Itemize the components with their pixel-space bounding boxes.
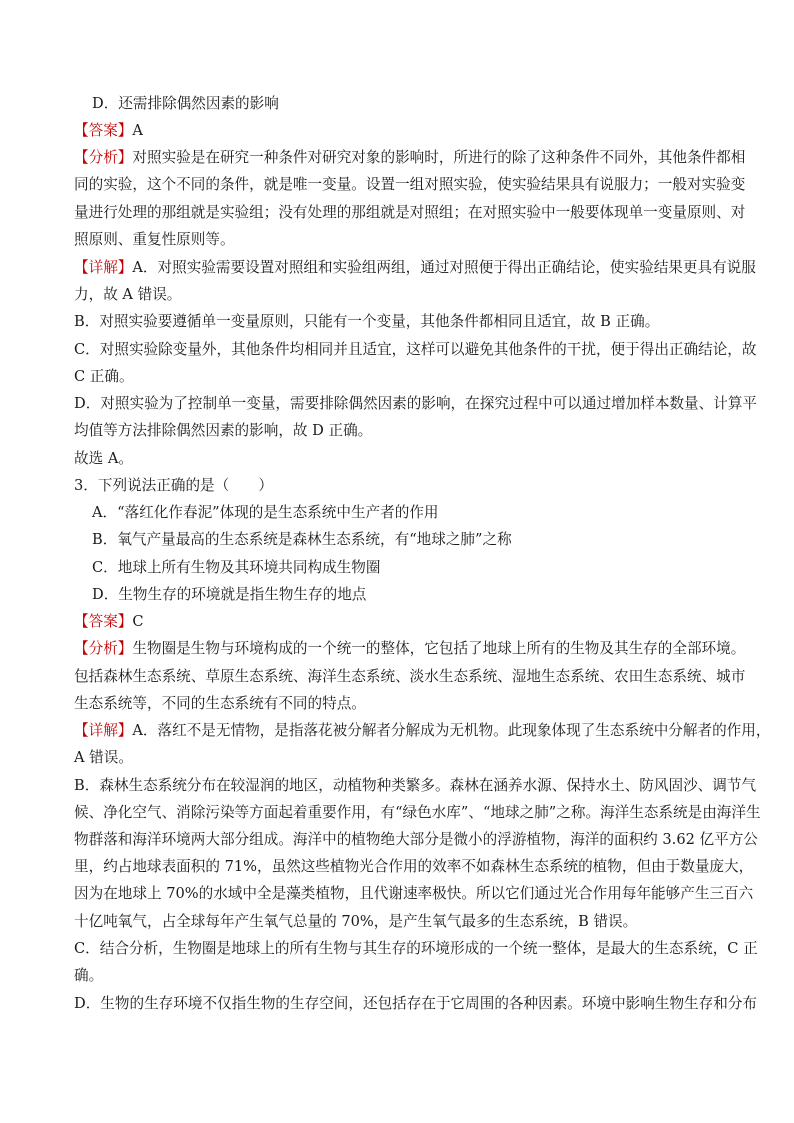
q3-detail-line-7: 因为在地球上 70%的水域中全是藻类植物，且代谢速率极快。所以它们通过光合作用每年能够产生三百六 — [74, 885, 754, 902]
q3-detail-line-10: 确。 — [74, 967, 104, 984]
q3-analysis-line-3: 生态系统等，不同的生态系统有不同的特点。 — [74, 695, 366, 712]
q3-option-d: D．生物生存的环境就是指生物生存的地点 — [92, 586, 367, 603]
q2-analysis-line-3: 量进行处理的那组就是实验组；没有处理的那组就是对照组；在对照实验中一般要体现单一变量原则、对 — [74, 204, 746, 221]
q2-answer — [74, 121, 143, 141]
q3-detail-line-4: 候、净化空气、消除污染等方面起着重要作用，有“绿色水库”、“地球之肺”之称。海洋生态系统是由海洋生 — [74, 804, 761, 821]
q2-detail-line-2: 力，故 A 错误。 — [74, 286, 182, 303]
q2-answer-value: A — [132, 122, 143, 139]
q2-detail-line-4: C．对照实验除变量外，其他条件均相同并且适宜，这样可以避免其他条件的干扰，便于得出正确结论，故 — [74, 341, 757, 358]
q3-answer-tag: 【答案】 — [74, 613, 133, 630]
q3-option-b: B．氧气产量最高的生态系统是森林生态系统，有“地球之肺”之称 — [92, 531, 512, 548]
q3-analysis-line-1: 【分析】生物圈是生物与环境构成的一个统一的整体，它包括了地球上所有的生物及其生存的全部环境。 — [74, 640, 746, 657]
q2-detail-line-7: 均值等方法排除偶然因素的影响，故 D 正确。 — [74, 422, 373, 439]
q3-analysis-tag: 【分析】 — [74, 640, 133, 657]
q3-option-a: A．“落红化作春泥”体现的是生态系统中生产者的作用 — [92, 504, 439, 521]
q2-detail-line-1: 【详解】A．对照实验需要设置对照组和实验组两组，通过对照便于得出正确结论，使实验结果更具有说服 — [74, 259, 756, 276]
q2-detail-line-3: B．对照实验要遵循单一变量原则，只能有一个变量，其他条件都相同且适宜，故 B 正确。 — [74, 313, 660, 330]
q3-analysis-line-2: 包括森林生态系统、草原生态系统、海洋生态系统、淡水生态系统、湿地生态系统、农田生态系统、城市 — [74, 668, 746, 685]
q2-answer-tag: 【答案】 — [74, 122, 133, 139]
q3-detail-line-11: D．生物的生存环境不仅指生物的生存空间，还包括存在于它周围的各种因素。环境中影响生物生存和分布 — [74, 995, 758, 1012]
q3-option-c: C．地球上所有生物及其环境共同构成生物圈 — [92, 559, 381, 576]
q2-detail-line-6: D．对照实验为了控制单一变量，需要排除偶然因素的影响，在探究过程中可以通过增加样本数量、计算平 — [74, 395, 758, 412]
q3-detail-line-2: A 错误。 — [74, 749, 133, 766]
q3-detail-tag: 【详解】 — [74, 722, 133, 739]
q3-detail-line-9: C．结合分析，生物圈是地球上的所有生物与其生存的环境形成的一个统一整体，是最大的生态系统，C 正 — [74, 940, 758, 957]
q2-analysis-line-2: 同的实验，这个不同的条件，就是唯一变量。设置一组对照实验，使实验结果具有说服力；一般对实验变 — [74, 176, 746, 193]
q2-detail-line-5: C 正确。 — [74, 368, 134, 385]
q2-detail-line-8: 故选 A。 — [74, 450, 133, 467]
q3-detail-line-8: 十亿吨氧气，占全球每年产生氧气总量的 70%，是产生氧气最多的生态系统，B 错误。 — [74, 913, 638, 930]
q3-detail-line-1: 【详解】A．落红不是无情物，是指落花被分解者分解成为无机物。此现象体现了生态系统中分解者的作用， — [74, 722, 771, 739]
q2-detail-tag: 【详解】 — [74, 259, 133, 276]
q2-analysis-line-1: 【分析】对照实验是在研究一种条件对研究对象的影响时，所进行的除了这种条件不同外，其他条件都相 — [74, 149, 746, 166]
q3-stem: 3．下列说法正确的是（ ） — [74, 477, 274, 494]
q2-analysis-line-4: 照原则、重复性原则等。 — [74, 231, 235, 248]
q3-detail-line-6: 里，约占地球表面积的 71%，虽然这些植物光合作用的效率不如森林生态系统的植物，但由于数量庞大， — [74, 858, 754, 875]
q3-answer-value: C — [132, 613, 144, 630]
q3-detail-line-3: B．森林生态系统分布在较湿润的地区，动植物种类繁多。森林在涵养水源、保持水土、防风固沙、调节气 — [74, 777, 757, 794]
q3-answer — [74, 612, 144, 632]
q3-detail-line-5: 物群落和海洋环境两大部分组成。海洋中的植物绝大部分是微小的浮游植物，海洋的面积约 3.62 亿平方公 — [74, 831, 758, 848]
q2-option-d: D．还需排除偶然因素的影响 — [92, 95, 279, 112]
q2-analysis-tag: 【分析】 — [74, 149, 133, 166]
